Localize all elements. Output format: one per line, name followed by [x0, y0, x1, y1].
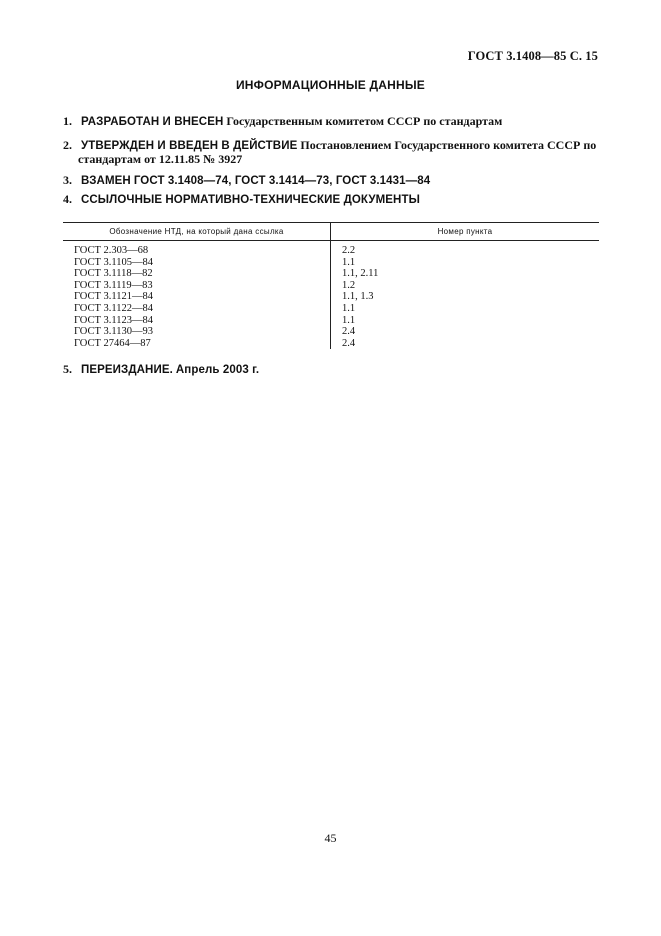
table-row	[63, 257, 599, 269]
clause-cell: 2.4	[342, 326, 356, 338]
item-number: 3.	[63, 173, 72, 187]
column-header-clause: Номер пункта	[331, 223, 600, 241]
designation-cell: ГОСТ 3.1105—84	[63, 257, 331, 269]
table-row	[63, 280, 599, 292]
table-row	[63, 303, 599, 315]
table-row	[63, 315, 599, 327]
designation-cell: ГОСТ 3.1122—84	[63, 303, 331, 315]
item-label: ПЕРЕИЗДАНИЕ.	[81, 364, 173, 376]
reference-documents-table	[63, 222, 599, 349]
clause-cell: 2.2	[342, 245, 356, 256]
table-row	[63, 291, 599, 303]
page-number: 45	[324, 831, 337, 845]
designation-cell: ГОСТ 3.1130—93	[63, 326, 331, 338]
designation-cell: ГОСТ 3.1119—83	[63, 280, 331, 292]
table-row	[63, 241, 599, 257]
info-item-4	[63, 193, 603, 207]
item-label: ССЫЛОЧНЫЕ НОРМАТИВНО-ТЕХНИЧЕСКИЕ ДОКУМЕНТЫ	[81, 194, 420, 206]
clause-cell: 1.1, 2.11	[342, 268, 379, 280]
designation-cell: ГОСТ 2.303—68	[63, 241, 331, 257]
table-header-row	[63, 223, 599, 241]
info-item-1	[63, 115, 603, 129]
table-row	[63, 326, 599, 338]
designation-cell: ГОСТ 3.1118—82	[63, 268, 331, 280]
designation-cell: ГОСТ 3.1121—84	[63, 291, 331, 303]
clause-cell: 1.1	[342, 314, 356, 326]
item-label: УТВЕРЖДЕН И ВВЕДЕН В ДЕЙСТВИЕ	[81, 140, 298, 152]
clause-cell: 1.1, 1.3	[342, 291, 374, 303]
info-item-5	[63, 363, 603, 377]
item-number: 5.	[63, 362, 72, 376]
item-text: Постановлением Государственного комитета СССР по	[300, 138, 597, 152]
designation-cell: ГОСТ 27464—87	[63, 338, 331, 350]
table-row	[63, 268, 599, 280]
item-label: ВЗАМЕН	[81, 175, 131, 187]
item-text: ГОСТ 3.1408—74, ГОСТ 3.1414—73, ГОСТ 3.1431—84	[133, 175, 431, 187]
item-text: Государственным комитетом СССР по стандартам	[226, 114, 503, 128]
item-number: 2.	[63, 138, 72, 152]
clause-cell: 1.1	[342, 256, 356, 268]
info-item-2	[63, 139, 603, 166]
designation-cell: ГОСТ 3.1123—84	[63, 315, 331, 327]
item-number: 4.	[63, 192, 72, 206]
info-item-3	[63, 174, 603, 188]
clause-cell: 1.1	[342, 302, 356, 314]
table-row	[63, 338, 599, 350]
item-label: РАЗРАБОТАН И ВНЕСЕН	[81, 116, 224, 128]
section-title: ИНФОРМАЦИОННЫЕ ДАННЫЕ	[235, 78, 426, 92]
clause-cell: 1.2	[342, 279, 356, 291]
item-text: Апрель 2003 г.	[175, 364, 260, 376]
running-header: ГОСТ 3.1408—85 С. 15	[467, 49, 598, 63]
clause-cell: 2.4	[342, 337, 356, 349]
item-text-continuation: стандартам от 12.11.85 № 3927	[78, 152, 243, 166]
column-header-designation: Обозначение НТД, на который дана ссылка	[63, 223, 331, 241]
item-number: 1.	[63, 114, 72, 128]
